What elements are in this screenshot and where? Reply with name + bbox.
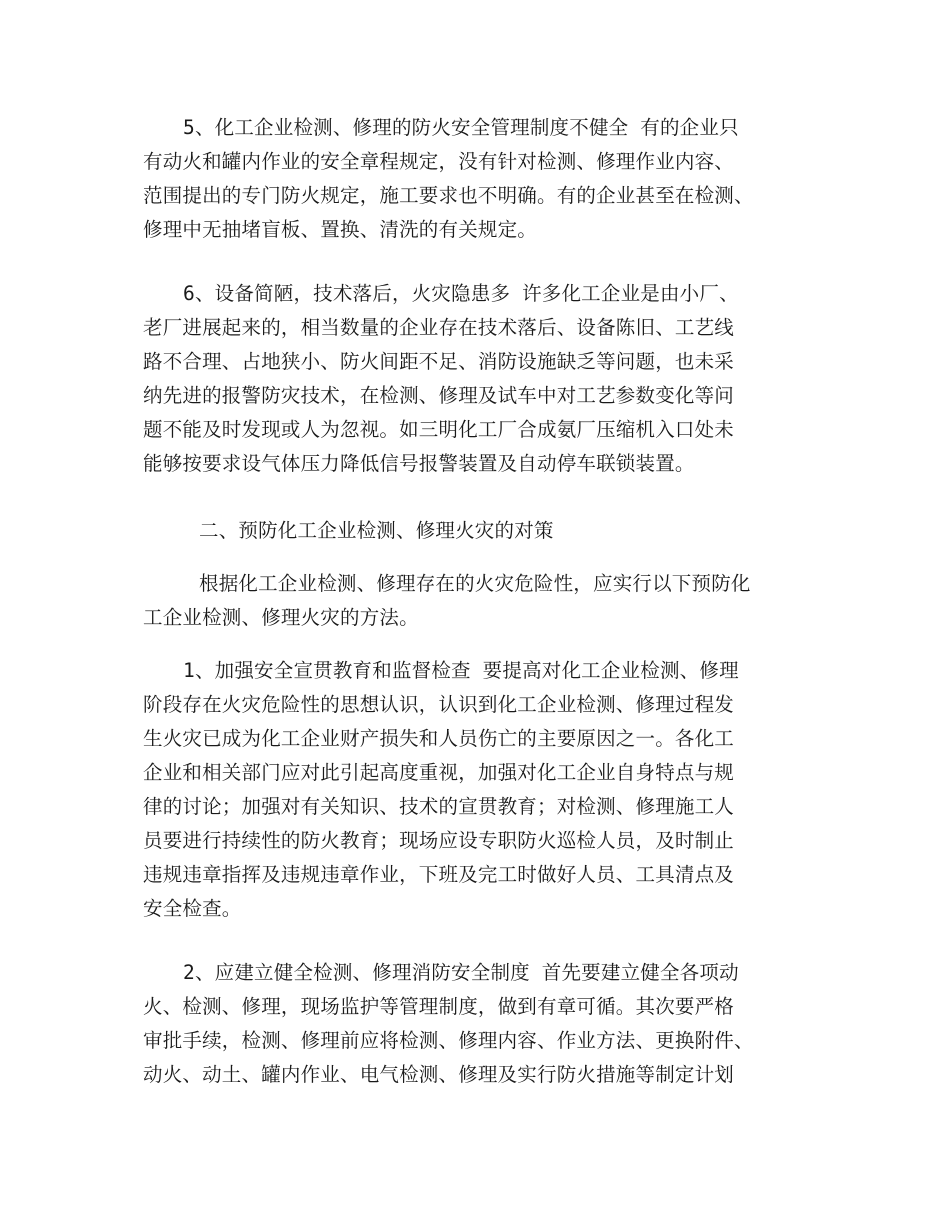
paragraph-line: 企业和相关部门应对此引起高度重视，加强对化工企业自身特点与规 [143,761,735,784]
paragraph-line: 1、加强安全宣贯教育和监督检查 要提高对化工企业检测、修理 [183,659,739,682]
paragraph-line: 根据化工企业检测、修理存在的火灾危险性，应实行以下预防化 [199,572,751,595]
paragraph-line: 题不能及时发现或人为忽视。如三明化工厂合成氨厂压缩机入口处未 [143,418,735,441]
paragraph-line: 阶段存在火灾危险性的思想认识，认识到化工企业检测、修理过程发 [143,693,735,716]
paragraph-line: 老厂进展起来的，相当数量的企业存在技术落后、设备陈旧、工艺线 [143,316,735,339]
paragraph-line: 审批手续，检测、修理前应将检测、修理内容、作业方法、更换附件、 [143,1029,754,1052]
paragraph-line: 有动火和罐内作业的安全章程规定，没有针对检测、修理作业内容、 [143,150,735,173]
paragraph-line: 5、化工企业检测、修理的防火安全管理制度不健全 有的企业只 [183,116,739,139]
paragraph-1 [143,654,813,926]
paragraph-5 [143,111,813,247]
paragraph-line: 修理中无抽堵盲板、置换、清洗的有关规定。 [143,218,538,241]
paragraph-line: 路不合理、占地狭小、防火间距不足、消防设施缺乏等问题，也未采 [143,350,735,373]
paragraph-line: 律的讨论；加强对有关知识、技术的宣贯教育；对检测、修理施工人 [143,795,735,818]
paragraph-line: 动火、动土、罐内作业、电气检测、修理及实行防火措施等制定计划 [143,1063,735,1086]
paragraph-line: 工企业检测、修理火灾的方法。 [143,606,419,629]
section-heading [143,514,813,548]
intro-paragraph [143,567,813,635]
paragraph-line: 员要进行持续性的防火教育；现场应设专职防火巡检人员，及时制止 [143,829,735,852]
section-heading-text: 二、预防化工企业检测、修理火灾的对策 [199,519,554,542]
paragraph-line: 生火灾已成为化工企业财产损失和人员伤亡的主要原因之一。各化工 [143,727,735,750]
paragraph-6 [143,277,813,481]
paragraph-line: 能够按要求设气体压力降低信号报警装置及自动停车联锁装置。 [143,452,695,475]
paragraph-line: 纳先进的报警防灾技术，在检测、修理及试车中对工艺参数变化等问 [143,384,735,407]
paragraph-line: 2、应建立健全检测、修理消防安全制度 首先要建立健全各项动 [183,961,739,984]
paragraph-line: 火、检测、修理，现场监护等管理制度，做到有章可循。其次要严格 [143,995,735,1018]
paragraph-2 [143,956,813,1092]
paragraph-line: 范围提出的专门防火规定，施工要求也不明确。有的企业甚至在检测、 [143,184,754,207]
paragraph-line: 安全检查。 [143,897,242,920]
paragraph-line: 6、设备简陋，技术落后，火灾隐患多 许多化工企业是由小厂、 [183,282,739,305]
paragraph-line: 违规违章指挥及违规违章作业，下班及完工时做好人员、工具清点及 [143,863,735,886]
